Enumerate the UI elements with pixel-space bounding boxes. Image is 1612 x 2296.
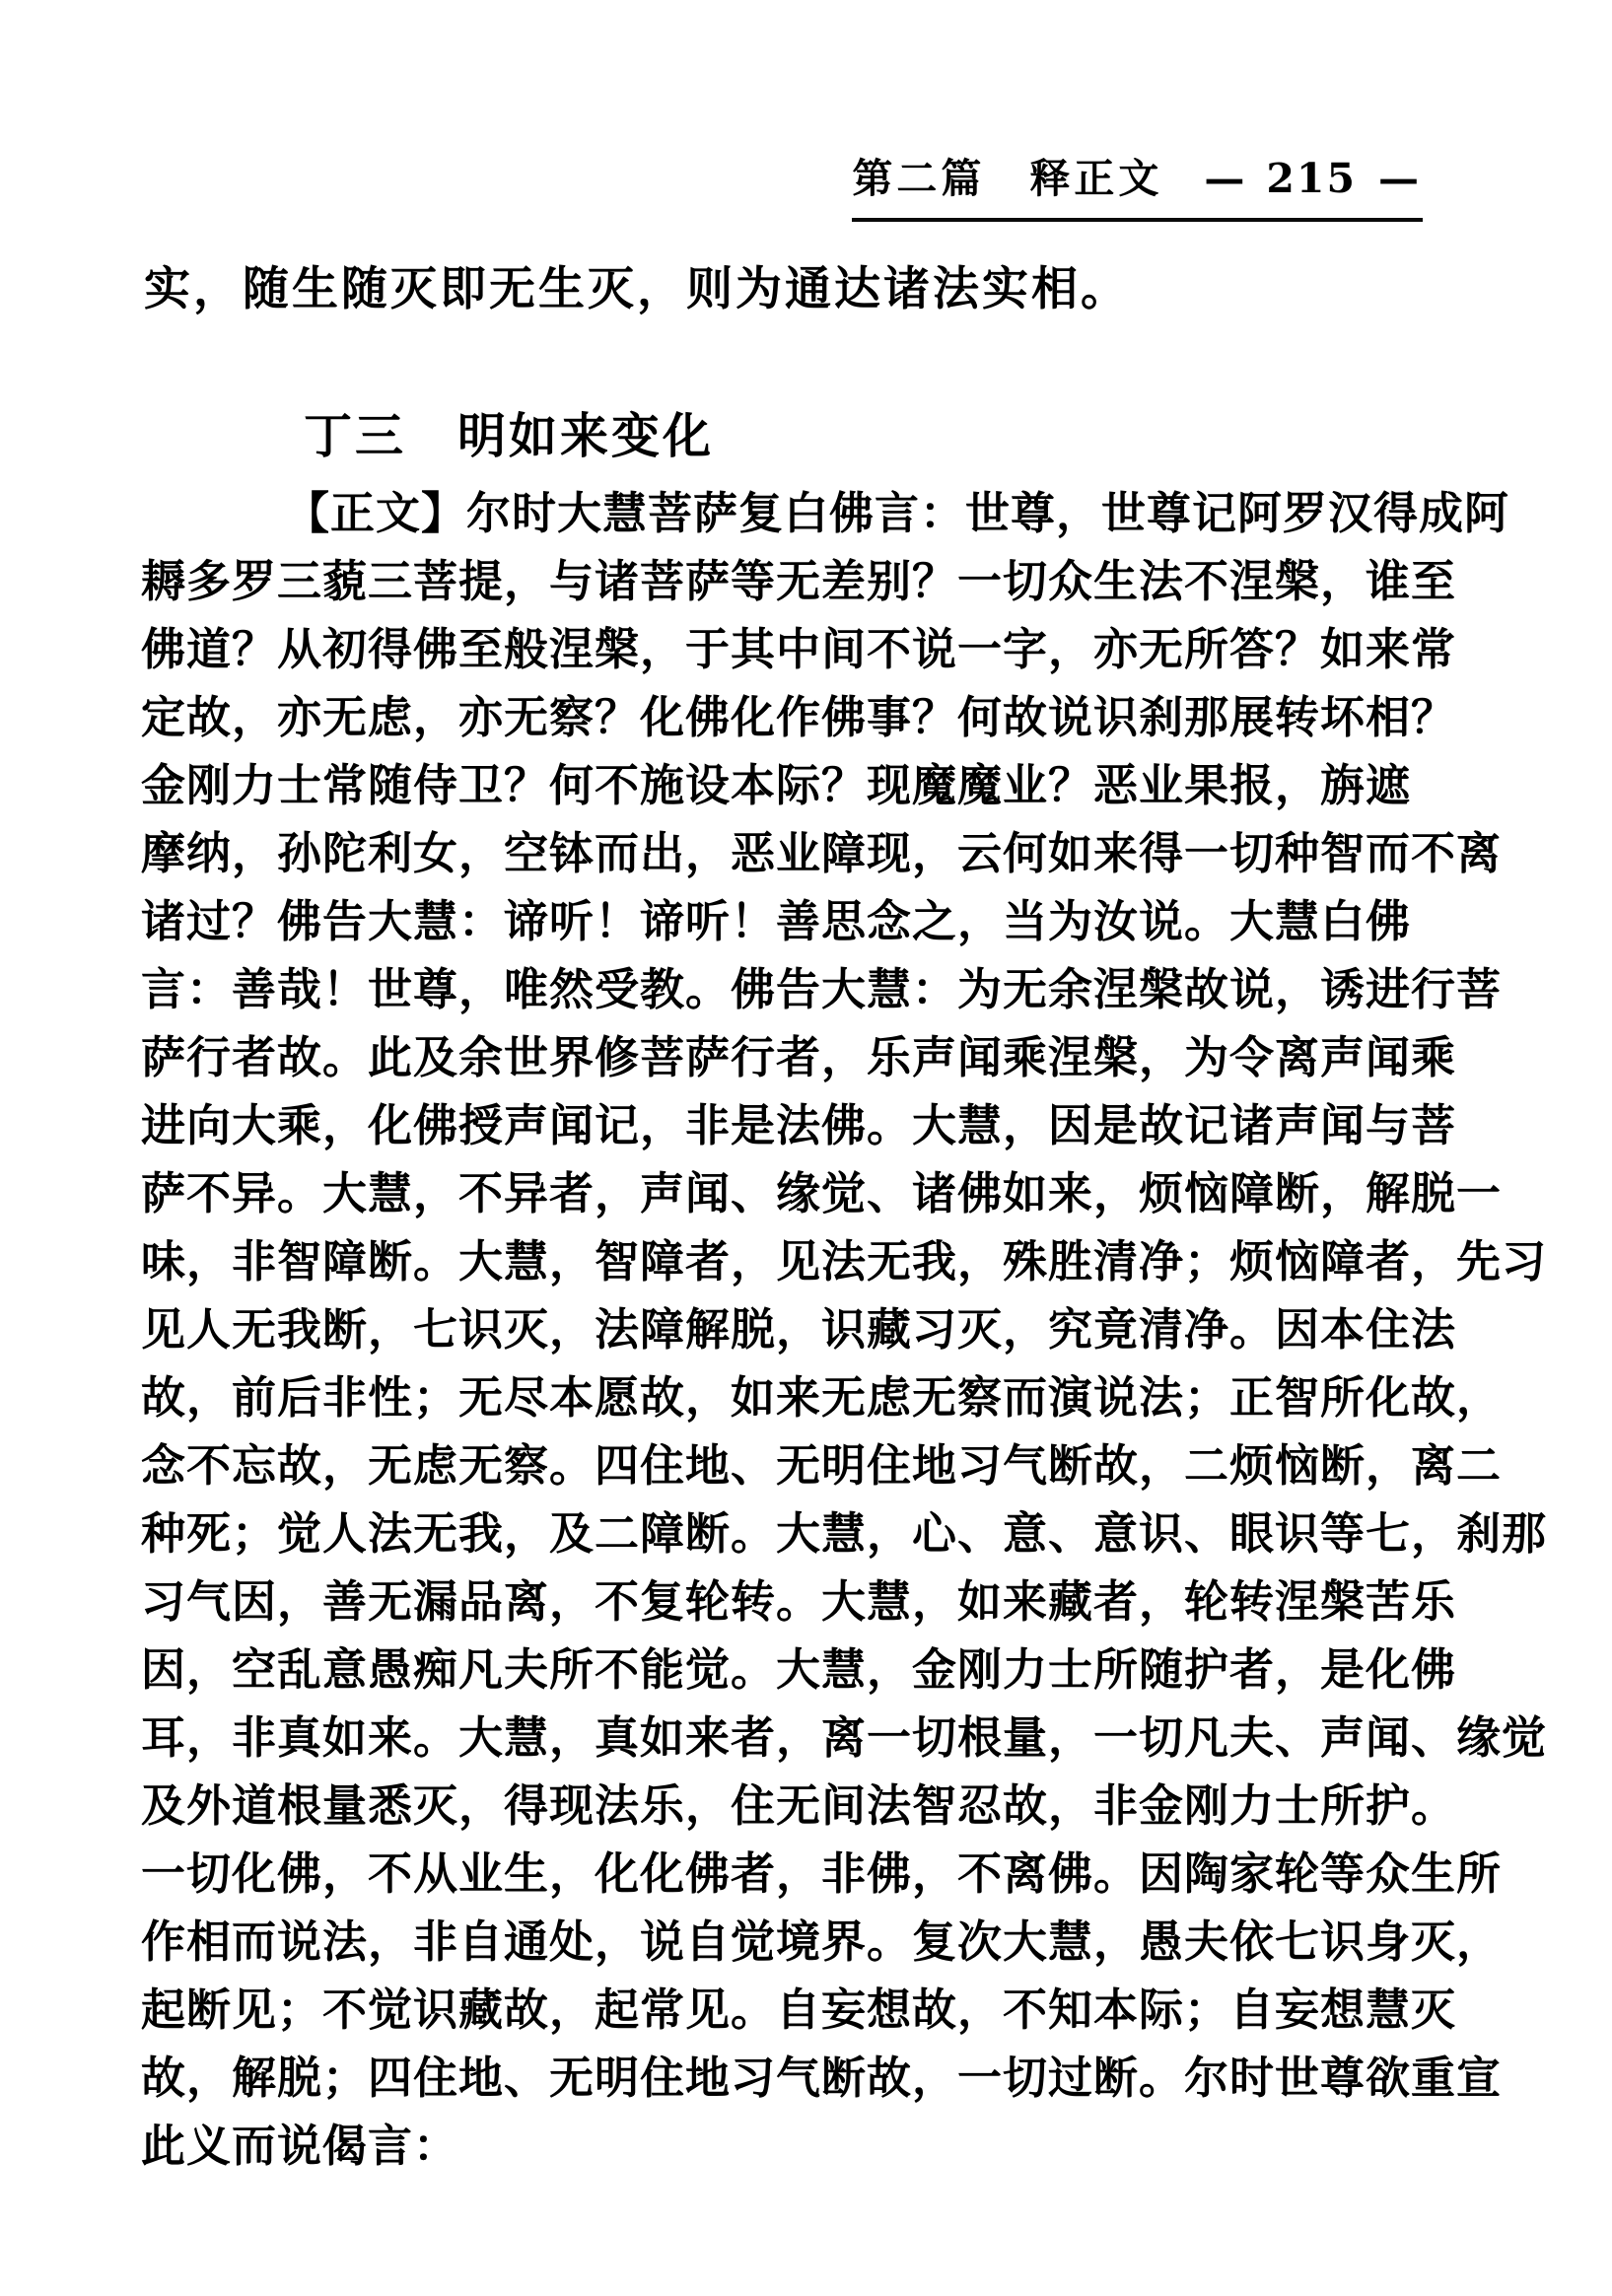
page-number: 215 xyxy=(1266,155,1357,202)
scripture-paragraph xyxy=(141,479,1548,2180)
scripture-line: 故，解脱；四住地、无明住地习气断故，一切过断。尔时世尊欲重宣 xyxy=(141,2052,1503,2104)
scripture-line: 一切化佛，不从业生，化化佛者，非佛，不离佛。因陶家轮等众生所 xyxy=(141,1847,1503,1900)
scripture-line: 萨行者故。此及余世界修菩萨行者，乐声闻乘涅槃，为令离声闻乘 xyxy=(141,1031,1457,1083)
scripture-line: 起断见；不觉识藏故，起常见。自妄想故，不知本际；自妄想慧灭 xyxy=(141,1983,1457,2036)
running-head-section: 第二篇 释正文 xyxy=(852,155,1163,202)
scripture-line: 念不忘故，无虑无察。四住地、无明住地习气断故，二烦恼断，离二 xyxy=(141,1439,1503,1492)
scripture-line: 【正文】尔时大慧菩萨复白佛言：世尊，世尊记阿罗汉得成阿 xyxy=(285,487,1510,539)
scripture-line: 定故，亦无虑，亦无察？化佛化作佛事？何故说识刹那展转坏相？ xyxy=(141,691,1457,743)
scripture-line: 言：善哉！世尊，唯然受教。佛告大慧：为无余涅槃故说，诱进行菩 xyxy=(141,963,1503,1015)
scripture-line: 种死；觉人法无我，及二障断。大慧，心、意、意识、眼识等七，刹那 xyxy=(141,1507,1548,1560)
scripture-line: 故，前后非性；无尽本愿故，如来无虑无察而演说法；正智所化故， xyxy=(141,1371,1503,1424)
scripture-line: 此义而说偈言： xyxy=(141,2120,459,2172)
section-heading-title: 明如来变化 xyxy=(457,408,715,464)
scripture-line: 诸过？佛告大慧：谛听！谛听！善思念之，当为汝说。大慧白佛 xyxy=(141,895,1412,947)
scripture-line: 味，非智障断。大慧，智障者，见法无我，殊胜清净；烦恼障者，先习 xyxy=(141,1235,1548,1287)
scripture-line: 耨多罗三藐三菩提，与诸菩萨等无差别？一切众生法不涅槃，谁至 xyxy=(141,555,1457,607)
scripture-line: 佛道？从初得佛至般涅槃，于其中间不说一字，亦无所答？如来常 xyxy=(141,623,1457,675)
scripture-line: 见人无我断，七识灭，法障解脱，识藏习灭，究竟清净。因本住法 xyxy=(141,1303,1457,1356)
running-head-dash-right: — xyxy=(1378,155,1423,202)
running-head xyxy=(852,146,1423,222)
previous-paragraph-end: 实，随生随灭即无生灭，则为通达诸法实相。 xyxy=(144,262,1130,316)
scripture-line: 摩纳，孙陀利女，空钵而出，恶业障现，云何如来得一切种智而不离 xyxy=(141,827,1503,879)
scripture-line: 萨不异。大慧，不异者，声闻、缘觉、诸佛如来，烦恼障断，解脱一 xyxy=(141,1167,1503,1219)
scripture-line: 及外道根量悉灭，得现法乐，住无间法智忍故，非金刚力士所护。 xyxy=(141,1779,1457,1832)
scripture-line: 习气因，善无漏品离，不复轮转。大慧，如来藏者，轮转涅槃苦乐 xyxy=(141,1575,1457,1628)
scripture-line: 进向大乘，化佛授声闻记，非是法佛。大慧，因是故记诸声闻与菩 xyxy=(141,1099,1457,1151)
scripture-line: 耳，非真如来。大慧，真如来者，离一切根量，一切凡夫、声闻、缘觉 xyxy=(141,1711,1548,1764)
scripture-line: 作相而说法，非自通处，说自觉境界。复次大慧，愚夫依七识身灭， xyxy=(141,1915,1503,1968)
scripture-line: 金刚力士常随侍卫？何不施设本际？现魔魔业？恶业果报，旃遮 xyxy=(141,759,1412,811)
section-heading-number: 丁三 xyxy=(304,408,407,464)
section-heading xyxy=(304,398,714,467)
scripture-line: 因，空乱意愚痴凡夫所不能觉。大慧，金刚力士所随护者，是化佛 xyxy=(141,1643,1457,1696)
running-head-dash-left: — xyxy=(1204,155,1249,202)
